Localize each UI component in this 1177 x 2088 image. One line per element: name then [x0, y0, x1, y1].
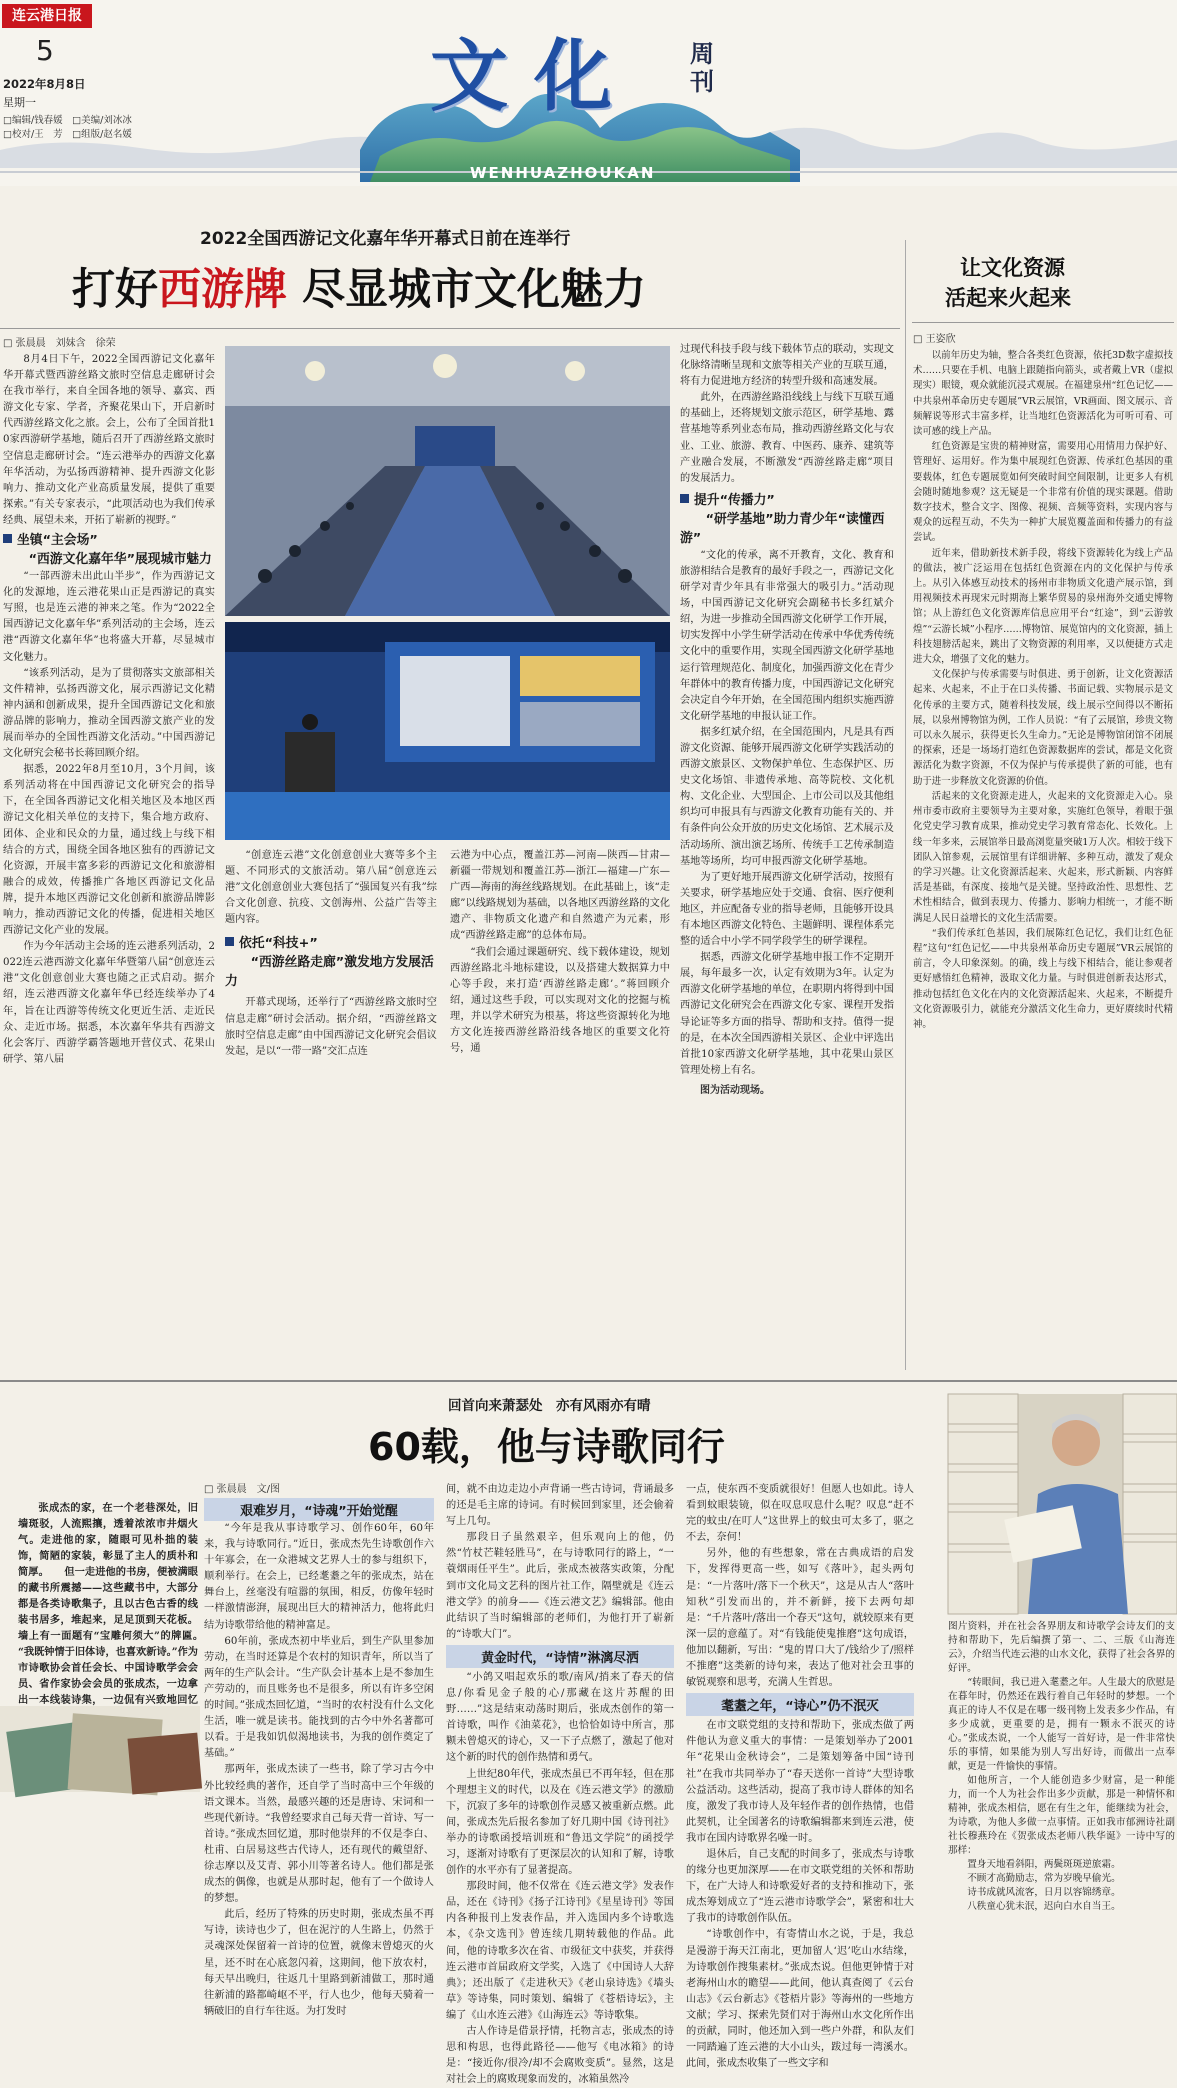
lead-column-3 — [450, 848, 670, 1057]
photo-conference-hall-drawing — [225, 346, 670, 616]
paragraph: 此后，经历了特殊的历史时期，张成杰虽不再写诗，读诗也少了，但在泥泞的人生路上，仍然于灵魂深处保留着一首诗的位置，就像末曾熄灭的火星，还不时在心底忽闪着，这期间，他下放农村，每天早出晚归，往返几十里路到新浦做工，那时通往新浦的路都崎岖不平，行人也少，他每天骑着一辆破旧的自行车往返。为打发时 — [204, 1909, 434, 2017]
subhead-1b: “西游文化嘉年华”展现城市魅力 — [28, 552, 212, 568]
feature-column-4 — [948, 1620, 1175, 1914]
photo-poet-portrait — [948, 1394, 1177, 1614]
commentary-body — [913, 348, 1173, 1032]
paragraph: 张成杰的家，在一个老巷深处，旧墙斑驳，人流熙攘，透着浓浓市井烟火气。走进他的家，随眼可见朴拙的装饰，简陋的家装，彰显了主人的质朴和简厚。 但一走进他的书房，便被满眼的藏书所震撼——这些藏书中，大部分都是各类诗歌集子，且以古色古香的线装书居多，堆起来，足足顶到天花板。墙上有一面题有“宝雕何须大”的牌匾。 “我既钟情于旧体诗，也喜欢新诗。”作为市诗歌协会首任会长、中国诗歌学会会员、省作家协会会员的张成杰，一边拿出一本线装诗集，一边侃有兴致地回忆 — [18, 1502, 198, 1706]
paragraph: 图片资料，并在社会各界朋友和诗歌学会诗友们的支持和帮助下，先后编撰了第一、二、三版《山海连云》，介绍当代连云港的山水文化，获得了社会各界的好评。 — [948, 1621, 1175, 1674]
paragraph: 那段日子虽然艰辛，但乐观向上的他，仍然“竹杖芒鞋轻胜马”，在与诗歌同行的路上，“一蓑烟雨任平生”。此后，张成杰被落实政策，分配到市文化局文艺科的图片社工作，隔壁就是《连云港文学》的前身——《连云港文艺》编辑部。他由此结识了当时编辑部的老师们，为他打开了崭新的“诗歌大门”。 — [446, 1532, 674, 1640]
headline-part-b: 尽显城市文化魅力 — [287, 265, 646, 315]
paragraph: “我们会通过课题研究、线下载体建设，规划西游丝路北斗地标建设，以及搭建大数据算力中心等手段，来打造‘西游丝路走廊’。”蒋回顾介绍，通过这些手段，可以实现对文化的挖掘与梳理，并以学术研究为根基，将这些资源转化为地方文化连接西游丝路沿线各地区的重要文化符号，通 — [450, 946, 670, 1055]
paragraph: 云港为中心点，覆盖江苏—河南—陕西—甘肃—新疆一带规划和覆盖江苏—浙江—福建—广东—广西—海南的海丝线路规划。在此基础上，该“走廊”以线路规划为基础，以各地区西游丝路的文化遗产、非物质文化遗产和自然遗产为元素，形成“西游丝路走廊”的总体布局。 — [450, 850, 670, 942]
paragraph: 退休后，自己支配的时间多了，张成杰与诗歌的缘分也更加深厚——在市文联党组的关怀和帮助下，在广大诗人和诗歌爱好者的支持和推动下，张成杰筹划成立了“连云港市诗歌学会”，紧密和壮大了我市的诗歌创作队伍。 — [686, 1848, 914, 1925]
paragraph: 此外，在西游丝路沿线线上与线下互联互通的基础上，还将规划文旅示范区，研学基地、露营基地等系列业态布局，推动西游丝路文化与农业、工业、旅游、教育、中医药、康养、建筑等产业融合发展，不断激发“西游丝路走廊”项目的发展活力。 — [680, 392, 894, 484]
lead-byline: □ 张晨晨 刘妹含 徐荣 — [3, 338, 116, 349]
photo-speaker-stage — [225, 622, 670, 840]
photo-conference-hall — [225, 346, 670, 616]
paragraph: 60年前，张成杰初中毕业后，到生产队里参加劳动，在当时还算是个农村的知识青年，所以当了两年的生产队会计。“生产队会计基本上是不参加生产劳动的，而且账务也不是很多，所以有许多空闲的时间。”张成杰回忆道，“当时的农村没有什么文化生活，唯一就是读书。能找到的古今中外名著都可以看。于是我如饥似渴地读书，为我的创作奠定了基础。” — [204, 1635, 434, 1760]
paragraph: “创意连云港”文化创意创业大赛等多个主题、不同形式的文旅活动。第八届“创意连云港”文化创意创业大赛包括了“强国复兴有我”综合文化创意、抗疫、文创海州、公益广告等主题内容。 — [225, 850, 437, 926]
paragraph: 文化保护与传承需要与时俱进、勇于创新，让文化资源活起来、火起来，不止于在口头传播、书面记载、实物展示是文化传承的主要方式，随着科技发展，线上展示空间得以不断拓展，以泉州博物馆为例，工作人员说：“有了云展馆，珍贵文物可以永久展示，获得更长久生命力。”无论是博物馆闭馆不闭展的探索，还是一场场打造红色资源数据库的尝试，都是文化资源活化为数字资源，不仅为保护与传承提供了新的可能，也有助于进一步释放文化资源的价值。 — [913, 669, 1173, 787]
lead-headline — [72, 256, 646, 317]
lead-column-2 — [225, 848, 437, 1060]
paragraph: “小鸽又唱起欢乐的歌/南风/捎来了春天的信息/你看见金子般的心/那藏在这片苏醒的田野……”这是结束动荡时期后，张成杰创作的第一首诗歌，叫作《油菜花》，也恰恰如诗中所言，那颗未曾熄灭的诗心，又一下子点燃了，激起了他对这个新的时代的创作热情和勇气。 — [446, 1671, 674, 1764]
feature-headline: 60载，他与诗歌同行 — [368, 1425, 725, 1469]
feature-column-3 — [686, 1482, 914, 2072]
commentary-byline: □ 王姿欣 — [913, 334, 956, 345]
paragraph: 红色资源是宝贵的精神财富，需要用心用情用力保护好、管理好、运用好。作为集中展现红色资源、传承红色基因的重要载体，红色专题展览如何突破时间空间限制，让更多人有机会随时随地参观？这无疑是一个非常有价值的现实课题。借助数字技术，整合文字、图像、视频、音频等资料，实现内容与观众的远程互动，不失为一种扩大展览覆盖面和传播力的有益尝试。 — [913, 441, 1173, 544]
commentary-title-1: 让文化资源 — [960, 256, 1065, 280]
photo-speaker-stage-drawing — [225, 622, 670, 840]
paragraph: “我们传承红色基因，我们展陈红色记忆，我们让红色征程”这句“红色记忆——中共泉州革命历史专题展”VR云展馆的前言，令人印象深刻。的确，线上与线下相结合，能让参观者更好感悟红色精神，汲取文化力量。与时俱进创新表达形式，推动包括红色文化在内的文化资源活起来、火起来，不断提升文化资源吸引力，就能充分激活文化生命力，更好赓续时代精神。 — [913, 927, 1173, 1030]
poem-line: 置身天地看斜阳，两鬓斑斑逆旅霜。 — [967, 1859, 1121, 1870]
paragraph: 据悉，西游文化研学基地申报工作不定期开展，每年最多一次，认定有效期为3年。认定为西游文化研学基地的单位，在职期内将得到中国西游记文化研究会在西游文化专家、课程开发指导论证等多方面的指导、帮助和支持。值得一提的是，在本次全国西游相关景区、企业中评选出首批10家西游文化研学基地，其中花果山景区管理处榜上有名。 — [680, 952, 894, 1076]
poem-line: 不顾才高勤励志，常为岁晚早偷光。 — [967, 1873, 1121, 1884]
paragraph: 在市文联党组的支持和帮助下，张成杰做了两件他认为意义重大的事情：一是策划举办了2001年“花果山金秋诗会”，二是策划筹备中国“诗刊社”在我市共同举办了“春天送你一首诗”大型诗歌公益活动。这些活动，提高了我市诗人群体的知名度，激发了我市诗人及年轻作者的创作热情，也借此契机，让全国著名的诗歌编辑都来到连云港，使我市在国内诗歌界名噪一时。 — [686, 1720, 914, 1844]
paragraph: 古人作诗是借景抒情，托物言志，张成杰的诗思和构思，也得此路径——他写《电冰箱》的诗是：“接近你/很冷/却不会腐败变质”。显然，这是对社会上的腐败现象而发的，冰箱虽然冷 — [446, 2026, 674, 2086]
paragraph: 如他所言，一个人能创造多少财富，是一种能力，而一个人为社会作出多少贡献，那是一种情怀和精神，张成杰相信，愿在有生之年，能继续为社会，为诗歌，为他人多做一点事情。正如我市郁洲诗社副社长穆燕玲在《贺张成杰老师八秩华诞》一诗中写的那样： — [948, 1775, 1175, 1856]
section-title: 文化 — [430, 31, 639, 122]
paragraph: “今年是我从事诗歌学习、创作60年，60年来，我与诗歌同行。”近日，张成杰先生诗歌创作六十年寡会，在一众港城文艺界人士的参与组织下，顺利举行。在会上，已经耄耋之年的张成杰，站在舞台上，丝毫没有喧嚣的氛围，相反，仿像年轻时一样激情澎湃，展现出巨大的精神活力，他将此归结为诗歌带给他的精神富足。 — [204, 1523, 434, 1631]
issue-weekday: 星期一 — [3, 96, 36, 109]
paragraph: 活起来的文化资源走进人，火起来的文化资源走入心。泉州市委市政府主要领导为主要对象，实施红色领导，着眼于强化党史学习教育成果，推动党史学习教育常态化、长效化。上线一年多来，云展馆举日最高浏览量突破1万人次。相较于线下团队入馆参观，云展馆里有详细讲解、多种互动，激发了观众的学习兴趣。让文化资源活起来、火起来，形式新颖、内容鲜活是基础，有深度、接地气是关键。坚持政治性、思想性、艺术性相结合，做到表现力、传播力、影响力相统一，才能不断满足人民日益增长的文化生活需要。 — [913, 790, 1173, 924]
masthead — [0, 0, 1177, 186]
paragraph: 那段时间，他不仅常在《连云港文学》发表作品，还在《诗刊》《扬子江诗刊》《星星诗刊》等国内各种报刊上发表作品，并入选国内多个诗歌选本，《杂文选刊》曾连续几期转载他的作品。此间，他的诗歌多次在省、市级征文中获奖，并获得连云港市首届政府文学奖，入选了《中国诗人大辞典》；还出版了《走进秋天》《老山泉诗选》《墙头草》等诗集，同时策划、编辑了《苍梧诗坛》，主编了《山水连云港》《山海连云》等诗歌集。 — [446, 1881, 674, 2021]
lead-kicker: 2022全国西游记文化嘉年华开幕式日前在连举行 — [200, 229, 571, 249]
headline-highlight: 西游牌 — [158, 265, 287, 315]
commentary-title-2: 活起来火起来 — [945, 286, 1071, 310]
paragraph: 上世纪80年代，张成杰虽已不再年轻，但在那个理想主义的时代，以及在《连云港文学》的激励下，沉寂了多年的诗歌创作灵感又被重新点燃。此间，张成杰先后报名参加了好几期中国《诗刊社》举办的诗歌函授培训班和“鲁迅文学院”的函授学习，逐渐对诗歌有了更深层次的认知和了解，诗歌创作的水平亦有了显著提高。 — [446, 1768, 674, 1877]
section-divider — [0, 1380, 1177, 1382]
paragraph: 过现代科技手段与线下载体节点的联动，实现文化脉络清晰呈现和文旅等相关产业的互联互通，将有力促进地方经济的转型升级和高速发展。 — [680, 344, 894, 388]
poem-line: 诗书成就风流客，日月以容锦绣章。 — [967, 1887, 1121, 1898]
issue-date: 2022年8月8日 — [3, 77, 86, 91]
feature-subhead-1: 艰难岁月，“诗魂”开始觉醒 — [204, 1498, 434, 1521]
feature-subhead-3: 耄耋之年，“诗心”仍不泯灭 — [686, 1693, 914, 1716]
photo-poetry-books — [0, 1706, 200, 1792]
page-number: 5 — [36, 34, 54, 67]
subhead-2b: “西游丝路走廊”激发地方发展活力 — [225, 955, 434, 990]
subhead-2: 依托“科技+” — [225, 934, 437, 953]
section-suffix: 周刊 — [690, 40, 714, 96]
paragraph: 作为今年活动主会场的连云港系列活动，2022连云港西游文化嘉年华暨第八届“创意连云港”文化创意创业大赛也随之正式启动。据介绍，连云港西游文化嘉年华已经连续举办了4年，旨在让西游等传统文化更近生活、走近民众、走近市场。据悉，本次嘉年华共有西游文化会客厅、西游学霸答题地开营仪式、花果山研学、第八届 — [3, 941, 215, 1065]
paragraph: 间，就不由边走边小声背诵一些古诗词，背诵最多的还是毛主席的诗词。有时候回到家里，还会偷着写上几句。 — [446, 1484, 674, 1528]
paragraph: “一部西游未出此山半步”，作为西游记文化的发源地，连云港花果山正是西游记的真实写照，也是连云港的神来之笔。作为“2022全国西游记文化嘉年华”系列活动的主会场，连云港“西游文化嘉年华”也将盛大开幕，尽显城市文化魅力。 — [3, 571, 215, 663]
paragraph: 那两年，张成杰读了一些书，除了学习古今中外比较经典的著作，还自学了当时高中三个年级的语文课本。当然，最感兴趣的还是唐诗、宋词和一些现代新诗。“我曾经要求自己每天背一首诗、写一首诗。”张成杰回忆道，那时他崇拜的不仅是李白、杜甫、白居易这些古代诗人，还有现代的戴望舒、徐志摩以及艾青、郭小川等著名诗人。他们都是张成杰的偶像，也就是从那时起，他有了一个做诗人的梦想。 — [204, 1764, 434, 1905]
column-divider — [905, 240, 906, 1370]
commentary-rule — [912, 322, 1174, 323]
paragraph: “该系列活动，是为了贯彻落实文旅部相关文件精神，弘扬西游文化，展示西游记文化精神内涵和创新成果，提升全国西游记文化和旅游品牌的影响力，推动全国西游文旅产业的发展而举办的全国性西游文化活动。”中国西游记文化研究会秘书长蒋回顾介绍。 — [3, 667, 215, 760]
photo-caption: 图为活动现场。 — [700, 1084, 770, 1096]
paragraph: 一点，使东西不变质就很好！但愿人也如此。诗人看到蚊眼装镜，似在叹息叹息什么呢？叹息“赶不完的蚊虫/在叮人”这世界上的蚊虫可太多了，驱之不去，奈何！ — [686, 1484, 914, 1544]
poetry-books-drawing — [0, 1706, 200, 1792]
feature-column-2 — [446, 1482, 674, 2088]
headline-part-a: 打好 — [72, 265, 158, 315]
feature-byline: □ 张晨晨 文/图 — [204, 1484, 280, 1495]
paragraph: 另外，他的有些想象，常在古典成语的启发下，发挥得更高一些，如写《落叶》，起头两句是：“一片落叶/落下一个秋天”，这是从古人“落叶知秋”引发而出的，并不新鲜，接下去两句却是：“千片落叶/落出一个春天”这句，就较原来有更深一层的意蕴了。对“有钱能使鬼推磨”这句成语，他加以翻新，写出：“鬼的胃口大了/钱给少了/照样不推磨”这类新的诗句来，表达了他对社会丑事的敏锐观察和思考，充满人生哲思。 — [686, 1548, 914, 1689]
subhead-1: 坐镇“主会场” — [3, 531, 215, 550]
poet-portrait-drawing — [948, 1394, 1177, 1614]
section-pinyin: WENHUAZHOUKAN — [470, 164, 656, 182]
paragraph: “诗歌创作中，有寄情山水之说，于是，我总是漫游于海天江南北，更加留人‘迟’吃山水结缘，为诗歌创作搜集素材。”张成杰说。但他更钟情于对老海州山水的瞻望——此间，他认真查阅了《云台山志》《云台新志》《苍梧片影》等海州的一些地方文献；学习、探索先贤们对于海州山水文化所作出的贡献，同时，他还加入到一些户外群，和队友们一同踏遍了连云港的大小山头，跋过每一湾溪水。此间，张成杰收集了一些文字和 — [686, 1929, 914, 2070]
lead-column-1 — [3, 352, 215, 1068]
staff-line-2: □校对/王 芳 □组版/赵名媛 — [3, 129, 132, 140]
poem-line: 八秩童心犹未泯，迟向白水自当王。 — [967, 1901, 1121, 1912]
paragraph: 开幕式现场，还举行了“西游丝路文旅时空信息走廊”研讨会活动。据介绍，“西游丝路文旅时空信息走廊”由中国西游记文化研究会倡议发起，是以“一带一路”交汇点连 — [225, 997, 437, 1057]
paragraph: 近年来，借助新技术新手段，将线下资源转化为线上产品的做法，被广泛运用在包括红色资源在内的文化保护与传承上。从引入体感互动技术的扬州市非物质文化遗产展示馆，到用视频技术再现宋元时期海上繁华贸易的泉州海外交通史博物馆；从上游红色文化资源库信息应用平台“红途”，到“云游敦煌”“云游长城”小程序……博物馆、展览馆内的文化资源，插上科技翅膀活起来，跳出了文物资源的利用率，又以便捷方式走进大众，增强了文化的魅力。 — [913, 547, 1173, 666]
paragraph: “转眼间，我已进入耄耋之年。人生最大的欣慰是在暮年时，仍然还在践行着自己年轻时的梦想。一个真正的诗人不仅是在哪一级刊物上发表多少作品，有多少成就，更重要的是，拥有一颗永不泯灭的诗心。”张成杰说，一个人能写一首好诗，是一件非常快乐的事情，如果能为别人写出好诗，而做出一点奉献，更是一件愉快的事情。 — [948, 1677, 1175, 1772]
feature-column-1 — [204, 1498, 434, 2020]
feature-kicker: 回首向来萧瑟处 亦有风雨亦有晴 — [448, 1398, 651, 1414]
paragraph: “文化的传承，离不开教育，文化、教育和旅游相结合是教育的最好手段之一，西游记文化研学对青少年具有非常强大的吸引力。”活动现场，中国西游记文化研究会副秘书长多红斌介绍，为进一步推动全国西游文化研学工作开展，切实发挥中小学生研学活动在传承中华优秀传统文化中的重要作用，实现全国西游文化研学基地运行管理规范化、制度化，加强西游文化在青少年群体中的教育传播力度，中国西游记文化研究会决定自今年开始，在全国范围内组织实施西游文化研学基地的申报认证工作。 — [680, 549, 894, 722]
staff-line-1: □编辑/钱春媛 □美编/刘冰冰 — [3, 115, 132, 126]
lead-column-4 — [680, 342, 894, 1096]
subhead-3: 提升“传播力” — [680, 491, 894, 510]
feature-subhead-2: 黄金时代，“诗情”淋漓尽洒 — [446, 1645, 674, 1668]
paragraph: 以前年历史为轴，整合各类红色资源，依托3D数字虚拟技术……只要在手机、电脑上跟随指向箭头，或者戴上VR（虚拟现实）眼镜，观众就能沉浸式观展。在福建泉州“红色记忆——中共泉州革命历史专题展”VR云展馆，VR画面、图文展示、音频解说等形式丰富多样，让当地红色资源活化为可听可看、可读可感的线上产品。 — [913, 350, 1173, 438]
feature-intro — [18, 1500, 198, 1705]
lead-rule — [0, 328, 900, 329]
paper-logo: 连云港日报 — [2, 4, 92, 28]
paragraph: 据多红斌介绍，在全国范围内，凡是具有西游文化资源、能够开展西游文化研学实践活动的西游文旅景区、文物保护单位、生态保护区、历史文化场馆、非遗传承地、高等院校、文化机构、文化企业、大型国企、上市公司以及其他组织均可申报具有与西游文化教育功能有关的、并有条件向公众开放的历史文化场馆、艺术展示及活动场所、演出演艺场所、传统手工艺传承制造基地等场所，均可申报西游文化研学基地。 — [680, 726, 894, 867]
paragraph: 为了更好地开展西游文化研学活动，按照有关要求，研学基地应处于交通、食宿、医疗便利地区，并应配备专业的指导老师，且能够开设具有本地区西游文化特色、主题鲜明、课程体系完整的适合中小学不同学段学生的研学课程。 — [680, 871, 894, 948]
subhead-3b: “研学基地”助力青少年“读懂西游” — [680, 511, 885, 546]
paragraph: 据悉，2022年8月至10月，3个月间，该系列活动将在中国西游记文化研究会的指导下，在全国各西游记文化相关地区及本地区西游记文化相关单位的支持下，集合地方政府、团体、企业和民众的力量，通过线上与线下相结合的方式，围绕全国各地区独有的西游记文化资源，开展丰富多彩的西游记文化和旅游相融合的成效，传播推广各地区西游记文化品牌，提升本地区西游记文化创新和旅游品牌影响力，推动西游记文化的传播，促进相关地区西游记文化产业的发展。 — [3, 764, 215, 937]
paragraph: 8月4日下午，2022全国西游记文化嘉年华开幕式暨西游丝路文旅时空信息走廊研讨会在我市举行，来自全国各地的领导、嘉宾、西游文化专家、学者，齐聚花果山下，开启新时代西游丝路文化之旅。会上，公布了全国首批10家西游研学基地，随后召开了西游丝路文旅时空信息走廊研讨会。“连云港举办的西游文化嘉年华活动，为弘扬西游精神、提升西游文化影响力、推动文化产业高质量发展，提供了重要探索。”有关专家表示，“此项活动也为我们传承经典、展望未来，开拓了崭新的视野。” — [3, 354, 215, 526]
